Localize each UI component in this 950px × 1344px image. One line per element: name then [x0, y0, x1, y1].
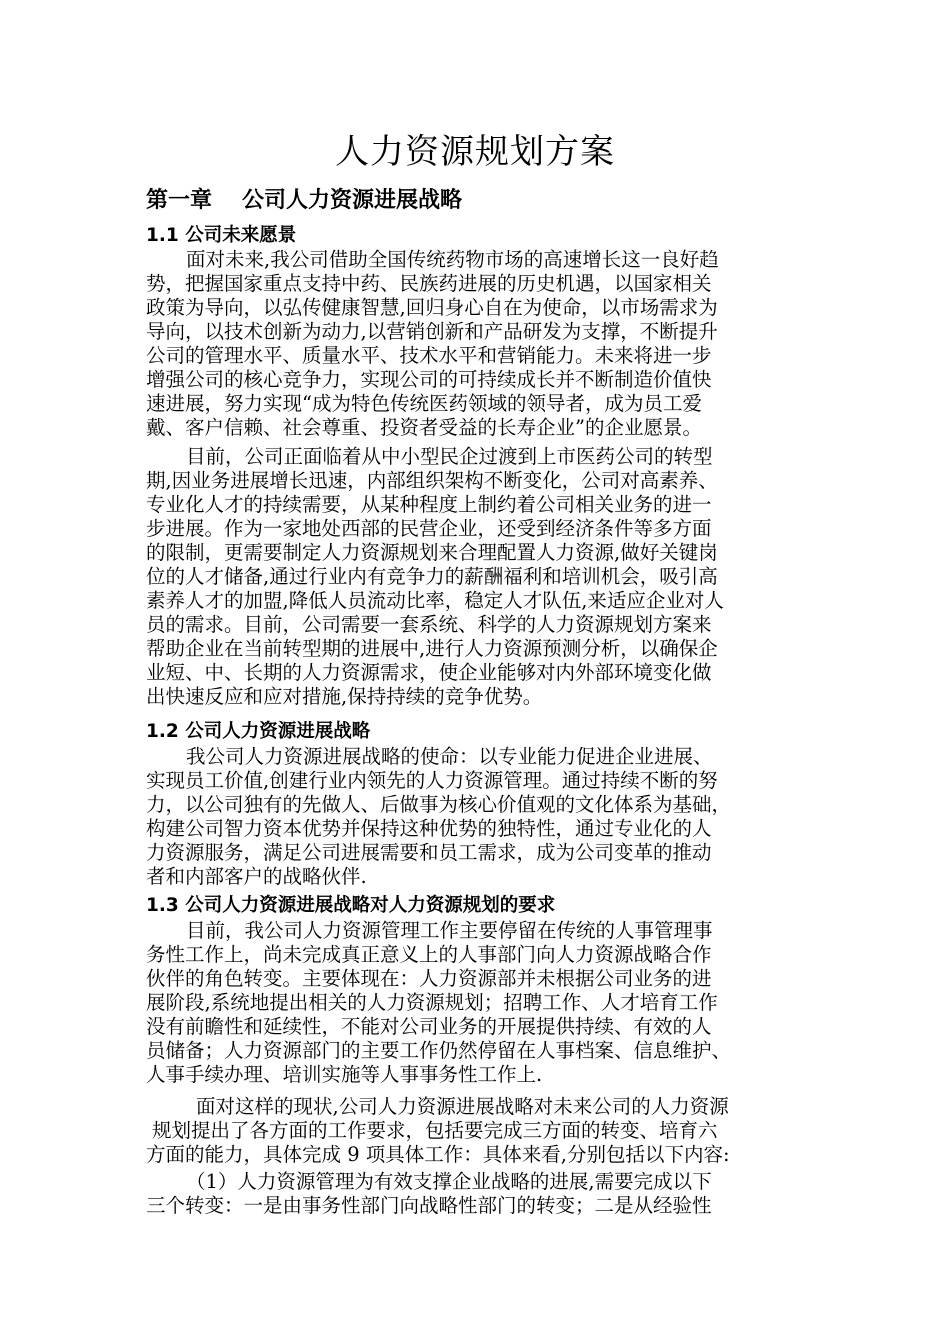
paragraph-line: 公司的管理水平、质量水平、技术水平和营销能力。未来将进一步 — [146, 344, 712, 367]
paragraph-line: 伙伴的角色转变。主要体现在：人力资源部并未根据公司业务的进 — [146, 967, 712, 990]
paragraph-line: 者和内部客户的战略伙伴. — [146, 865, 367, 888]
paragraph-line: 增强公司的核心竞争力，实现公司的可持续成长并不断制造价值快 — [146, 368, 712, 391]
section-heading-1-2: 1.2 公司人力资源进展战略 — [146, 721, 371, 742]
paragraph — [146, 1170, 806, 1218]
paragraph — [146, 919, 806, 1087]
paragraph-line: 位的人才储备,通过行业内有竞争力的薪酬福利和培训机会，吸引高 — [146, 565, 718, 588]
paragraph-line: （1）人力资源管理为有效支撑企业战略的进展,需要完成以下 — [186, 1170, 712, 1193]
section-heading-1-1: 1.1 公司未来愿景 — [146, 225, 297, 246]
paragraph-line: 出快速反应和应对措施,保持持续的竞争优势。 — [146, 685, 543, 708]
document-title: 人力资源规划方案 — [335, 132, 615, 172]
paragraph-line: 没有前瞻性和延续性，不能对公司业务的开展提供持续、有效的人 — [146, 1015, 712, 1038]
paragraph-line: 展阶段,系统地提出相关的人力资源规划；招聘工作、人才培育工作 — [146, 991, 718, 1014]
section-heading-1-3: 1.3 公司人力资源进展战略对人力资源规划的要求 — [146, 895, 556, 916]
paragraph-line: 三个转变：一是由事务性部门向战略性部门的转变；二是从经验性 — [146, 1194, 712, 1217]
paragraph-line: 步进展。作为一家地处西部的民营企业，还受到经济条件等多方面 — [146, 517, 712, 540]
paragraph — [146, 745, 806, 889]
paragraph-line: 力资源服务，满足公司进展需要和员工需求，成为公司变革的推动 — [146, 841, 712, 864]
paragraph-line: 速进展，努力实现“成为特色传统医药领域的领导者，成为员工爱 — [146, 392, 702, 415]
paragraph-line: 面对这样的现状,公司人力资源进展战略对未来公司的人力资源 — [196, 1095, 729, 1118]
paragraph — [146, 445, 806, 709]
paragraph — [146, 248, 806, 440]
paragraph-line: 势，把握国家重点支持中药、民族药进展的历史机遇，以国家相关 — [146, 272, 712, 295]
paragraph-line: 力，以公司独有的先做人、后做事为核心价值观的文化体系为基础， — [146, 793, 732, 816]
paragraph-line: 构建公司智力资本优势并保持这种优势的独特性，通过专业化的人 — [146, 817, 712, 840]
paragraph-line: 目前，公司正面临着从中小型民企过渡到上市医药公司的转型 — [186, 445, 713, 468]
paragraph-line: 素养人才的加盟,降低人员流动比率，稳定人才队伍,来适应企业对人 — [146, 589, 724, 612]
paragraph-line: 专业化人才的持续需要，从某种程度上制约着公司相关业务的进一 — [146, 493, 712, 516]
paragraph-line: 人事手续办理、培训实施等人事事务性工作上. — [146, 1063, 543, 1086]
paragraph — [146, 1095, 806, 1167]
paragraph-line: 方面的能力，具体完成 9 项具体工作：具体来看,分别包括以下内容: — [146, 1143, 730, 1166]
paragraph-line: 期,因业务进展增长迅速，内部组织架构不断变化，公司对高素养、 — [146, 469, 718, 492]
paragraph-line: 实现员工价值,创建行业内领先的人力资源管理。通过持续不断的努 — [146, 769, 718, 792]
paragraph-line: 帮助企业在当前转型期的进展中,进行人力资源预测分析，以确保企 — [146, 637, 718, 660]
paragraph-line: 员的需求。目前，公司需要一套系统、科学的人力资源规划方案来 — [146, 613, 712, 636]
paragraph-line: 导向，以技术创新为动力,以营销创新和产品研发为支撑，不断提升 — [146, 320, 718, 343]
paragraph-line: 员储备；人力资源部门的主要工作仍然停留在人事档案、信息维护、 — [146, 1039, 732, 1062]
chapter-heading — [146, 186, 462, 216]
paragraph-line: 戴、客户信赖、社会尊重、投资者受益的长寿企业”的企业愿景。 — [146, 416, 702, 439]
paragraph-line: 规划提出了各方面的工作要求，包括要完成三方面的转变、培育六 — [152, 1119, 718, 1142]
paragraph-line: 目前，我公司人力资源管理工作主要停留在传统的人事管理事 — [186, 919, 713, 942]
paragraph-line: 务性工作上，尚未完成真正意义上的人事部门向人力资源战略合作 — [146, 943, 712, 966]
chapter-number: 第一章 — [146, 188, 213, 213]
paragraph-line: 我公司人力资源进展战略的使命：以专业能力促进企业进展、 — [186, 745, 713, 768]
paragraph-line: 面对未来,我公司借助全国传统药物市场的高速增长这一良好趋 — [186, 248, 719, 271]
paragraph-line: 业短、中、长期的人力资源需求，使企业能够对内外部环境变化做 — [146, 661, 712, 684]
paragraph-line: 的限制，更需要制定人力资源规划来合理配置人力资源,做好关键岗 — [146, 541, 718, 564]
chapter-title: 公司人力资源进展战略 — [242, 188, 463, 213]
paragraph-line: 政策为导向，以弘传健康智慧,回归身心自在为使命，以市场需求为 — [146, 296, 718, 319]
